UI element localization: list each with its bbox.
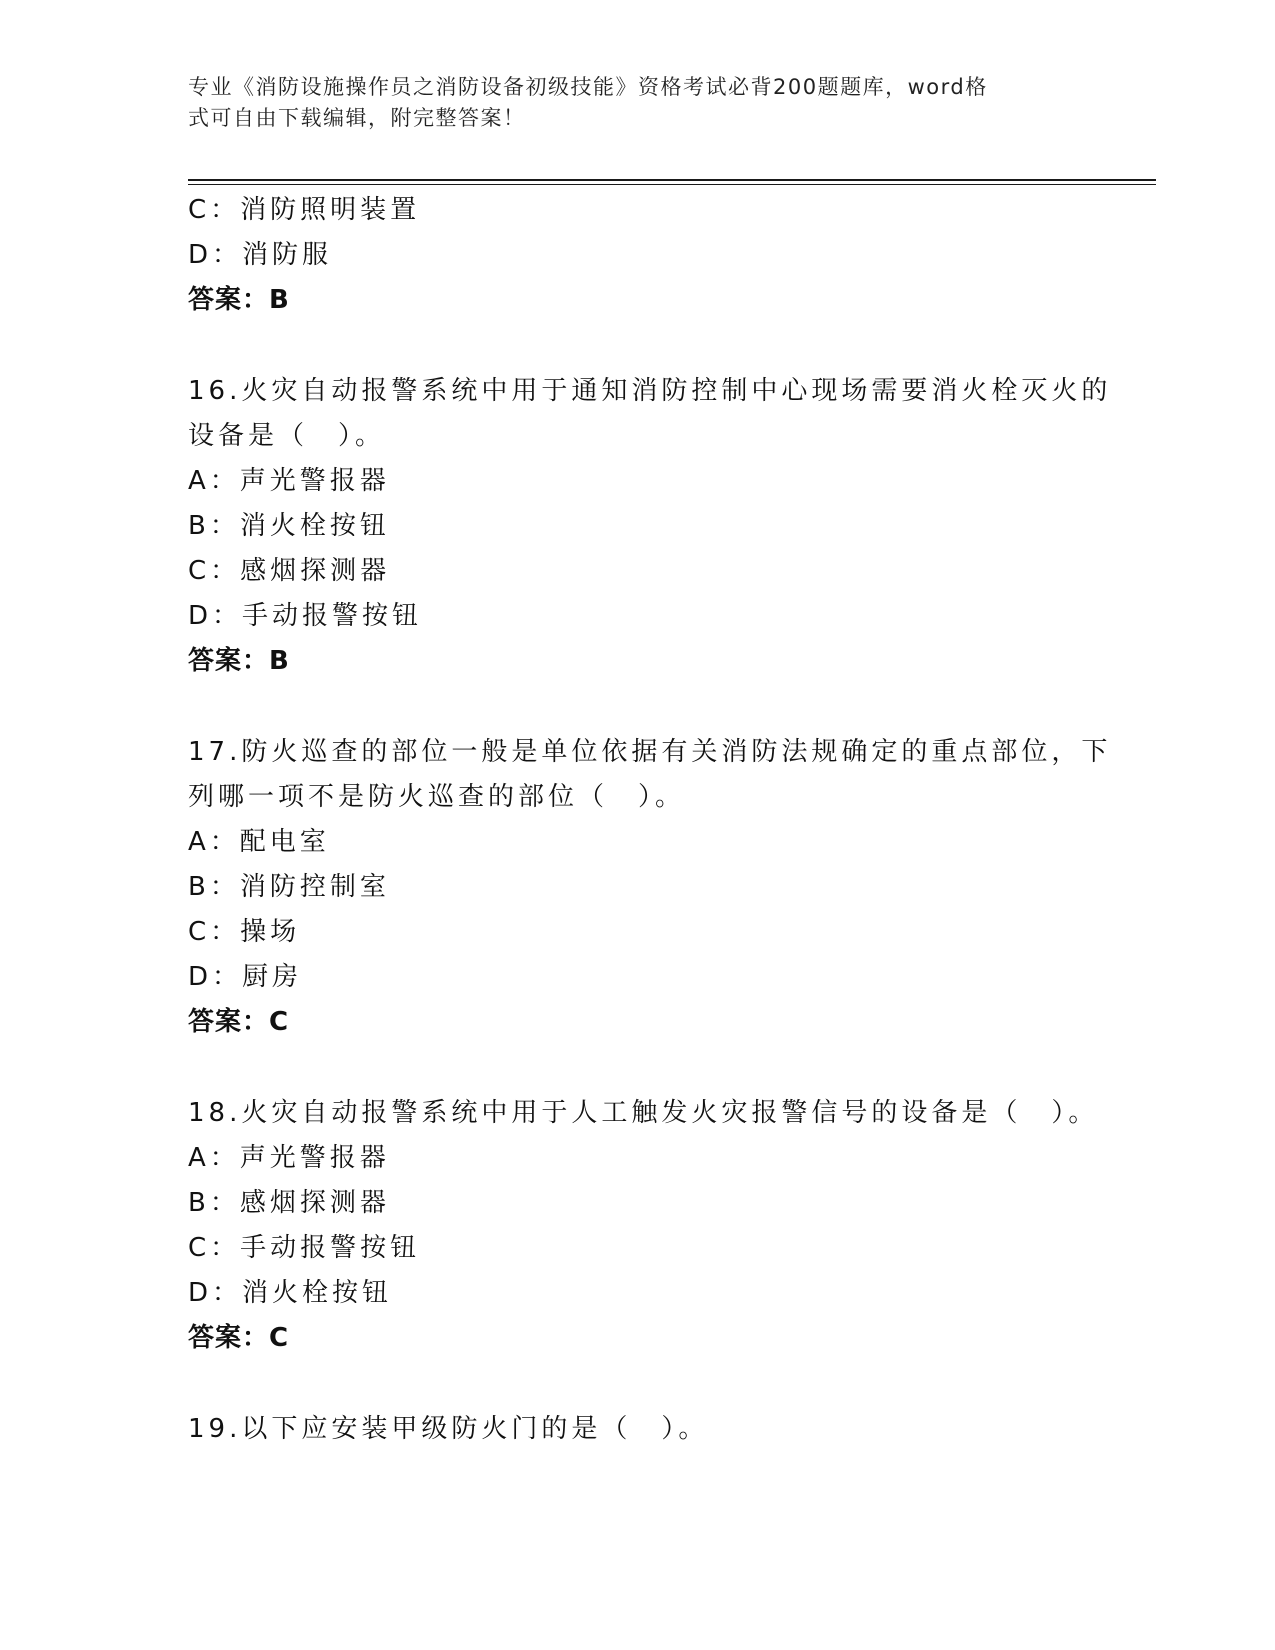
- option-d: D：消火栓按钮: [188, 1278, 393, 1308]
- option-b: B：感烟探测器: [188, 1188, 390, 1218]
- answer-line: 答案：B: [188, 285, 290, 315]
- option-d: D：消防服: [188, 240, 333, 270]
- question-17: [188, 730, 1112, 1045]
- option-c: C：感烟探测器: [188, 556, 391, 586]
- option-c: C：操场: [188, 917, 301, 947]
- question-15-tail: [188, 188, 1088, 323]
- question-stem: 列哪一项不是防火巡查的部位（ ）。: [188, 782, 686, 812]
- question-stem: 17.防火巡查的部位一般是单位依据有关消防法规确定的重点部位，下: [188, 737, 1112, 767]
- option-b: B：消防控制室: [188, 872, 390, 902]
- header-divider-thin: [188, 184, 1156, 185]
- header-line-1: 专业《消防设施操作员之消防设备初级技能》资格考试必背200题题库，word格: [188, 75, 988, 99]
- question-stem: 设备是（ ）。: [188, 421, 386, 451]
- page-header: [188, 72, 1068, 134]
- question-18: [188, 1091, 1099, 1361]
- answer-line: 答案：C: [188, 1007, 290, 1037]
- option-a: A：声光警报器: [188, 466, 390, 496]
- answer-line: 答案：B: [188, 646, 290, 676]
- option-a: A：声光警报器: [188, 1143, 390, 1173]
- question-stem: 18.火灾自动报警系统中用于人工触发火灾报警信号的设备是（ ）。: [188, 1098, 1099, 1128]
- option-c: C：消防照明装置: [188, 195, 421, 225]
- option-c: C：手动报警按钮: [188, 1233, 421, 1263]
- answer-line: 答案：C: [188, 1323, 290, 1353]
- option-a: A：配电室: [188, 827, 330, 857]
- question-list: [188, 188, 1112, 1452]
- option-d: D：厨房: [188, 962, 303, 992]
- header-divider-thick: [188, 179, 1156, 181]
- spacer: [188, 1045, 1088, 1091]
- option-b: B：消火栓按钮: [188, 511, 390, 541]
- question-16: [188, 369, 1112, 684]
- spacer: [188, 323, 1088, 369]
- option-d: D：手动报警按钮: [188, 601, 423, 631]
- question-19: [188, 1407, 1088, 1452]
- spacer: [188, 1361, 1088, 1407]
- spacer: [188, 684, 1088, 730]
- header-line-2: 式可自由下载编辑，附完整答案！: [188, 106, 526, 130]
- question-stem: 16.火灾自动报警系统中用于通知消防控制中心现场需要消火栓灭火的: [188, 376, 1112, 406]
- question-stem: 19.以下应安装甲级防火门的是（ ）。: [188, 1414, 709, 1444]
